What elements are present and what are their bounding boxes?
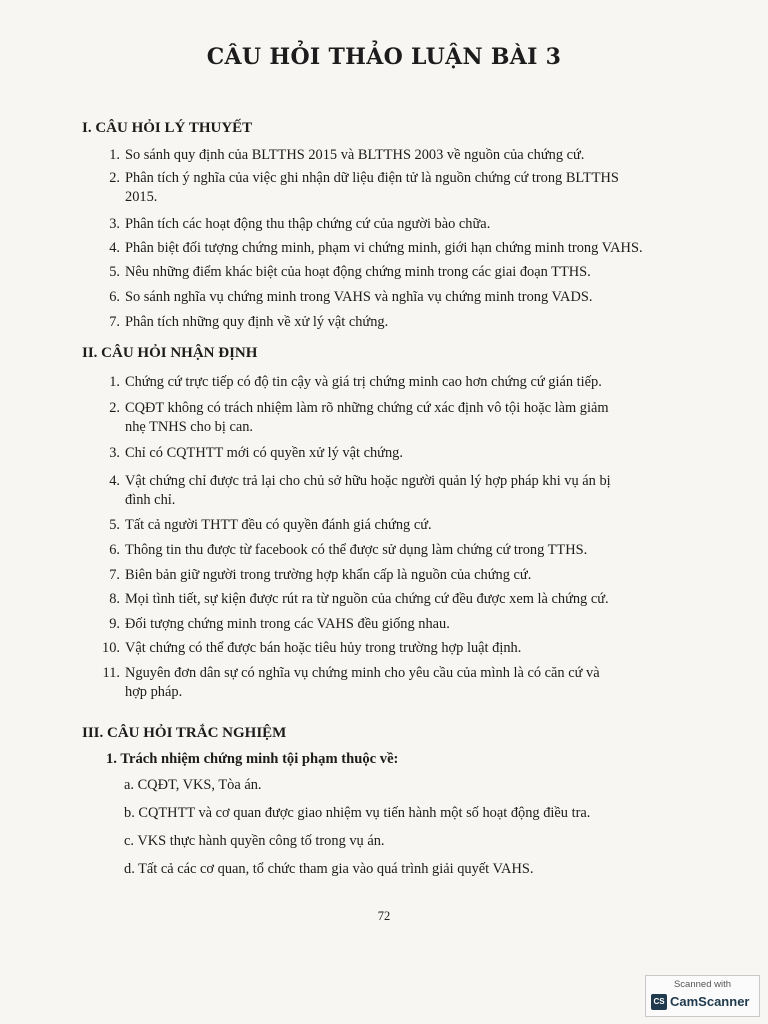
item-number: 10.	[102, 640, 120, 656]
mcq-option: a. CQĐT, VKS, Tòa án.	[124, 777, 262, 793]
item-text: So sánh nghĩa vụ chứng minh trong VAHS và nghĩa vụ chứng minh trong VADS.	[125, 289, 593, 305]
list-item	[98, 615, 678, 639]
item-text: Vật chứng có thể được bán hoặc tiêu hủy trong trường hợp luật định.	[125, 640, 522, 656]
list-item	[98, 444, 678, 472]
item-text: Tất cả người THTT đều có quyền đánh giá chứng cứ.	[125, 517, 432, 533]
item-number: 6.	[109, 289, 120, 305]
mcq-options	[124, 776, 590, 888]
list-item	[98, 169, 678, 215]
item-number: 9.	[109, 616, 120, 632]
camscanner-logo-icon: CS	[651, 994, 667, 1010]
item-number: 5.	[109, 517, 120, 533]
section-heading-theory: I. CÂU HỎI LÝ THUYẾT	[82, 120, 253, 136]
item-number: 4.	[109, 473, 120, 489]
list-item	[98, 516, 678, 541]
item-text: Chứng cứ trực tiếp có độ tin cậy và giá trị chứng minh cao hơn chứng cứ gián tiếp.	[125, 374, 602, 390]
item-number: 1.	[109, 147, 120, 163]
item-text: Phân tích các hoạt động thu thập chứng cứ của người bào chữa.	[125, 216, 491, 232]
list-item	[98, 373, 678, 399]
mcq-question: 1. Trách nhiệm chứng minh tội phạm thuộc về:	[106, 751, 399, 767]
mcq-option: d. Tất cả các cơ quan, tổ chức tham gia vào quá trình giải quyết VAHS.	[124, 861, 534, 877]
item-number: 3.	[109, 445, 120, 461]
list-item	[98, 146, 678, 169]
list-item	[98, 639, 678, 664]
item-number: 1.	[109, 374, 120, 390]
theory-question-list	[98, 146, 678, 337]
item-text: Phân tích ý nghĩa của việc ghi nhận dữ liệu điện tử là nguồn chứng cứ trong BLTTHS	[125, 170, 619, 186]
watermark-caption: Scanned with	[673, 979, 732, 990]
list-item	[98, 399, 678, 444]
mcq-option: c. VKS thực hành quyền công tố trong vụ án.	[124, 833, 385, 849]
list-item	[98, 541, 678, 566]
item-number: 4.	[109, 240, 120, 256]
item-text: CQĐT không có trách nhiệm làm rõ những chứng cứ xác định vô tội hoặc làm giảm	[125, 400, 609, 416]
item-text-continued: đình chỉ.	[125, 491, 176, 508]
list-item	[98, 215, 678, 239]
list-item	[98, 313, 678, 337]
list-item	[98, 288, 678, 313]
item-number: 5.	[109, 264, 120, 280]
item-text: Vật chứng chỉ được trả lại cho chủ sở hữu hoặc người quản lý hợp pháp khi vụ án bị	[125, 473, 611, 489]
item-number: 11.	[102, 665, 120, 681]
item-text: Chỉ có CQTHTT mới có quyền xử lý vật chứng.	[125, 445, 403, 461]
item-number: 7.	[109, 314, 120, 330]
item-text-continued: hợp pháp.	[125, 683, 183, 700]
item-text: Phân biệt đối tượng chứng minh, phạm vi chứng minh, giới hạn chứng minh trong VAHS.	[125, 240, 643, 256]
item-number: 6.	[109, 542, 120, 558]
list-item	[98, 590, 678, 615]
list-item	[98, 263, 678, 288]
list-item	[98, 239, 678, 263]
section-heading-statements: II. CÂU HỎI NHẬN ĐỊNH	[82, 345, 258, 361]
item-text: Phân tích những quy định về xử lý vật chứng.	[125, 314, 389, 330]
watermark-brand: CamScanner	[670, 994, 750, 1009]
item-number: 2.	[109, 170, 120, 186]
item-text-continued: 2015.	[125, 188, 158, 205]
list-item	[98, 566, 678, 590]
item-text: So sánh quy định của BLTTHS 2015 và BLTTHS 2003 về nguồn của chứng cứ.	[125, 147, 585, 163]
list-item	[98, 472, 678, 516]
page-number: 72	[377, 909, 391, 923]
item-number: 7.	[109, 567, 120, 583]
item-text: Đối tượng chứng minh trong các VAHS đều giống nhau.	[125, 616, 450, 632]
item-text: Biên bản giữ người trong trường hợp khẩn cấp là nguồn của chứng cứ.	[125, 567, 532, 583]
item-number: 2.	[109, 400, 120, 416]
page-title: CÂU HỎI THẢO LUẬN BÀI 3	[206, 44, 562, 70]
item-text: Nêu những điểm khác biệt của hoạt động chứng minh trong các giai đoạn TTHS.	[125, 264, 591, 280]
item-text-continued: nhẹ TNHS cho bị can.	[125, 418, 254, 435]
item-number: 8.	[109, 591, 120, 607]
section-heading-multiple-choice: III. CÂU HỎI TRẮC NGHIỆM	[82, 725, 287, 741]
item-number: 3.	[109, 216, 120, 232]
list-item	[98, 664, 678, 708]
item-text: Mọi tình tiết, sự kiện được rút ra từ nguồn của chứng cứ đều được xem là chứng cứ.	[125, 591, 609, 607]
item-text: Nguyên đơn dân sự có nghĩa vụ chứng minh cho yêu cầu của mình là có căn cứ và	[125, 665, 600, 681]
camscanner-watermark	[645, 975, 760, 1017]
item-text: Thông tin thu được từ facebook có thể được sử dụng làm chứng cứ trong TTHS.	[125, 542, 588, 558]
statement-question-list	[98, 373, 678, 708]
mcq-option: b. CQTHTT và cơ quan được giao nhiệm vụ tiến hành một số hoạt động điều tra.	[124, 805, 591, 821]
